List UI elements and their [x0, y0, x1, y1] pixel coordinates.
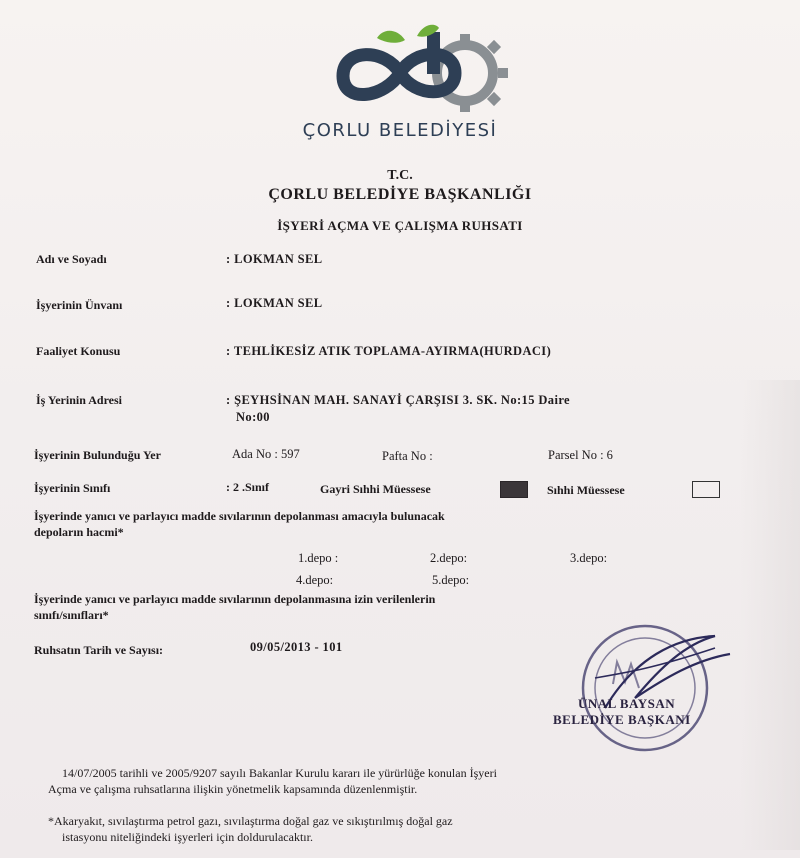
page-shadow [740, 380, 800, 850]
address-value-line2: No:00 [236, 410, 270, 424]
sanitary-label: Sıhhi Müessese [547, 483, 625, 497]
official-seal-icon [565, 618, 735, 758]
header-tc: T.C. [387, 168, 413, 183]
depot-2: 2.depo: [430, 551, 468, 565]
address-label: İş Yerinin Adresi [36, 393, 123, 407]
parsel-no: Parsel No : 6 [548, 448, 613, 462]
depot-5: 5.depo: [432, 573, 470, 587]
class-label: İşyerinin Sınıfı [34, 481, 111, 495]
name-value: : LOKMAN SEL [226, 252, 323, 266]
non-sanitary-label: Gayri Sıhhi Müessese [320, 482, 431, 496]
permit-class-line2: sınıfı/sınıfları* [34, 608, 109, 622]
permit-date-label: Ruhsatın Tarih ve Sayısı: [34, 643, 164, 657]
business-title-label: İşyerinin Ünvanı [36, 298, 123, 312]
mayor-name: ÜNAL BAYSAN [578, 696, 676, 711]
footer-line1: 14/07/2005 tarihli ve 2005/9207 sayılı Bakanlar Kurulu kararı ile yürürlüğe konulan İşyeri [62, 766, 497, 780]
depot-3: 3.depo: [570, 551, 608, 565]
address-value-line1: : ŞEYHSİNAN MAH. SANAYİ ÇARŞISI 3. SK. No:15 Daire [226, 393, 570, 407]
footnote-line1: *Akaryakıt, sıvılaştırma petrol gazı, sıvılaştırma doğal gaz ve sıkıştırılmış doğal gaz [48, 814, 453, 828]
document-title: İŞYERİ AÇMA VE ÇALIŞMA RUHSATI [277, 218, 523, 233]
footnote-line2: istasyonu niteliğindeki işyerleri için doldurulacaktır. [62, 830, 313, 844]
class-value: : 2 .Sınıf [226, 480, 270, 494]
ada-no: Ada No : 597 [232, 447, 300, 461]
depot-1: 1.depo : [298, 551, 339, 565]
name-label: Adı ve Soyadı [36, 252, 107, 266]
sanitary-checkbox [692, 481, 720, 498]
activity-label: Faaliyet Konusu [36, 344, 121, 358]
business-title-value: : LOKMAN SEL [226, 296, 323, 310]
permit-class-line1: İşyerinde yanıcı ve parlayıcı madde sıvılarının depolanmasına izin verilenlerin [34, 592, 436, 606]
depot-question-line2: depoların hacmi* [34, 525, 124, 539]
activity-value: : TEHLİKESİZ ATIK TOPLAMA-AYIRMA(HURDACI) [226, 344, 552, 358]
location-label: İşyerinin Bulunduğu Yer [34, 448, 161, 462]
municipality-logo-icon [325, 18, 515, 118]
non-sanitary-checkbox [500, 481, 528, 498]
logo-text: ÇORLU BELEDİYESİ [302, 120, 498, 141]
mayor-title: BELEDİYE BAŞKANI [553, 712, 691, 727]
pafta-no: Pafta No : [382, 449, 433, 463]
permit-date-value: 09/05/2013 - 101 [250, 640, 343, 654]
depot-4: 4.depo: [296, 573, 334, 587]
footer-line2: Açma ve çalışma ruhsatlarına ilişkin yönetmelik kapsamında düzenlenmiştir. [48, 782, 418, 796]
authority-title: ÇORLU BELEDİYE BAŞKANLIĞI [268, 186, 532, 203]
depot-question-line1: İşyerinde yanıcı ve parlayıcı madde sıvılarının depolanması amacıyla bulunacak [34, 509, 445, 523]
